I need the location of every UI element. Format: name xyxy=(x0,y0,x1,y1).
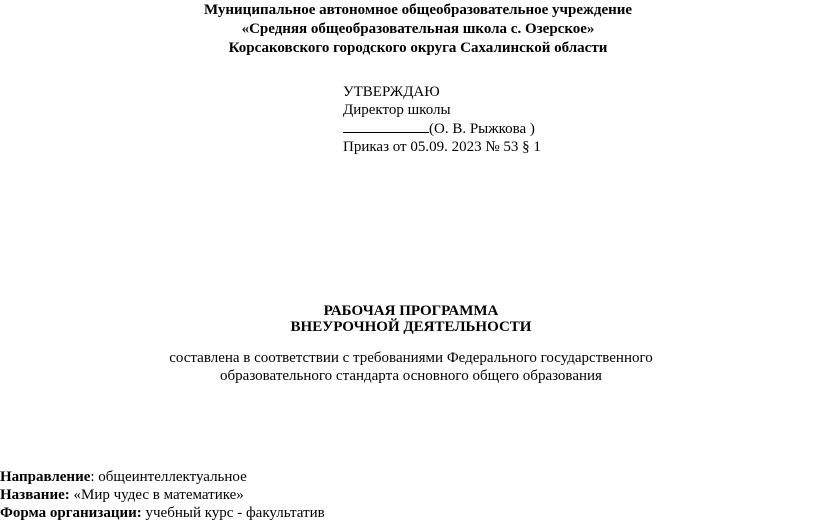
approval-order: Приказ от 05.09. 2023 № 53 § 1 xyxy=(343,139,541,155)
approval-signature-name: (О. В. Рыжкова ) xyxy=(429,121,535,137)
document-subtitle xyxy=(0,349,816,385)
approval-heading: УТВЕРЖДАЮ xyxy=(343,84,440,100)
info-form xyxy=(0,504,325,522)
header-line-district: Корсаковского городского округа Сахалинской области xyxy=(228,40,608,56)
info-direction-value: : общеинтеллектуальное xyxy=(90,469,247,485)
approval-position: Директор школы xyxy=(343,102,451,118)
approval-signature xyxy=(343,119,541,138)
title-line-program: РАБОЧАЯ ПРОГРАММА xyxy=(323,303,499,319)
document-title xyxy=(0,303,816,335)
info-name xyxy=(0,486,325,504)
subtitle-line-2: образовательного стандарта основного общего образования xyxy=(220,368,602,384)
header-line-institution: Муниципальное автономное общеобразовательное учреждение xyxy=(203,2,633,18)
subtitle-line-1: составлена в соответствии с требованиями Федерального государственного xyxy=(169,350,653,366)
header-line-school-name: «Средняя общеобразовательная школа с. Озерское» xyxy=(241,21,595,37)
info-direction xyxy=(0,468,325,486)
signature-line xyxy=(343,119,429,133)
info-name-value: «Мир чудес в математике» xyxy=(69,487,244,503)
info-form-label: Форма организации: xyxy=(0,505,142,521)
info-direction-label: Направление xyxy=(0,469,91,485)
title-line-activity: ВНЕУРОЧНОЙ ДЕЯТЕЛЬНОСТИ xyxy=(290,319,532,335)
info-name-label: Название: xyxy=(0,487,70,503)
school-header xyxy=(0,1,816,58)
info-form-value: учебный курс - факультатив xyxy=(141,505,325,521)
approval-block xyxy=(343,83,541,156)
